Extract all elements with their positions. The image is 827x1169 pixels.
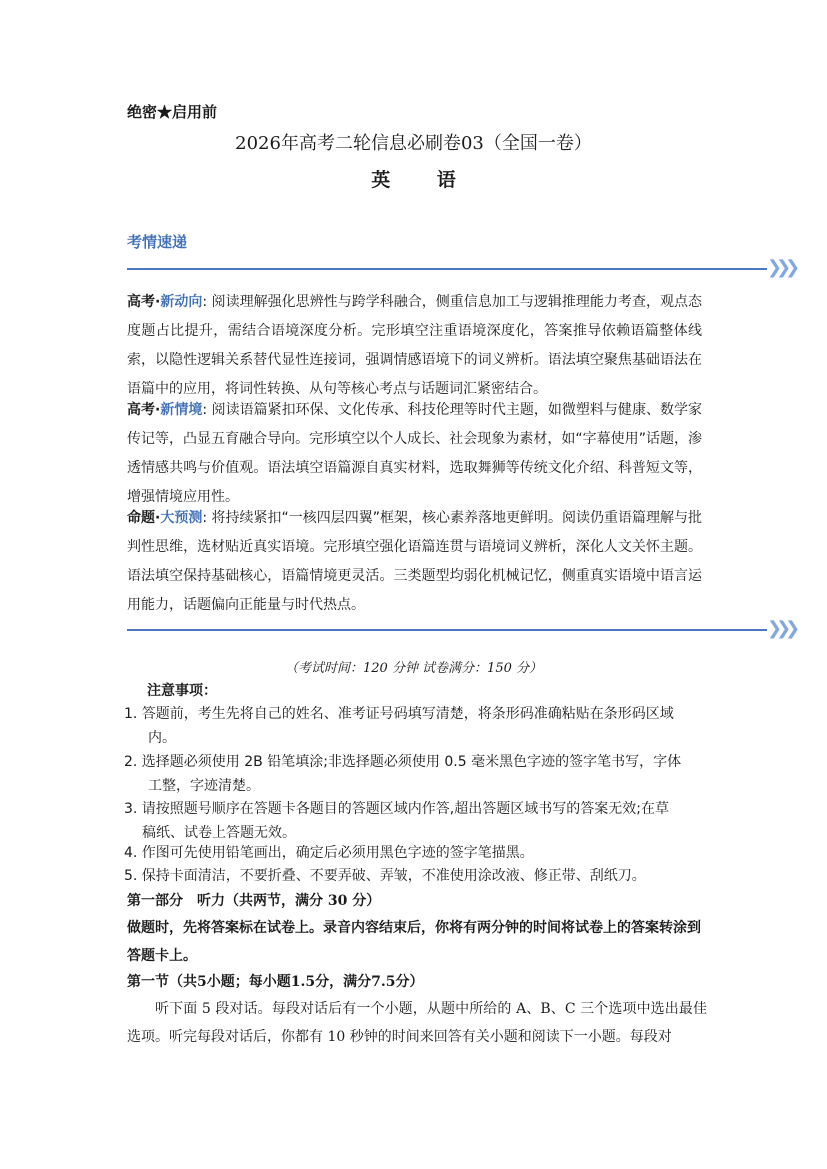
page-title: 2026年高考二轮信息必刷卷03（全国一卷）	[235, 133, 592, 154]
chevron-right-icon: ❯❯❯	[767, 618, 795, 639]
divider-top	[127, 268, 767, 270]
section1-text: 听下面 5 段对话。每段对话后有一个小题，从题中所给的 A、B、C 三个选项中选出最佳选项。听完每段对话后，你都有 10 秒钟的时间来回答有关小题和阅读下一小题。每段对	[127, 1001, 707, 1045]
trend-paragraph-2: 高考·新情境: 阅读语篇紧扣环保、文化传承、科技伦理等时代主题，如微塑料与健康、数学家传记等，凸显五育融合导向。完形填空以个人成长、社会现象为素材，如“字幕使用”话题，渗透情感共鸣与价值观。语法填空语篇源自真实材料，选取舞狮等传统文化介绍、科普短文等，增强情境应用性。	[127, 402, 702, 505]
part1-instruction: 做题时，先将答案标在试卷上。录音内容结束后，你将有两分钟的时间将试卷上的答案转涂到答题卡上。	[127, 920, 701, 964]
exam-info: （考试时间：120 分钟 试卷满分：150 分）	[284, 661, 543, 676]
part1-heading: 第一部分 听力（共两节，满分 30 分）	[127, 893, 381, 909]
notice-item: 5. 保持卡面清洁，不要折叠、不要弄破、弄皱，不准使用涂改液、修正带、刮纸刀。	[124, 868, 646, 884]
notice-item: 1. 答题前，考生先将自己的姓名、准考证号码填写清楚，将条形码准确粘贴在条形码区域 内。	[124, 706, 674, 746]
trend-paragraph-3: 命题·大预测: 将持续紧扣“一核四层四翼”框架，核心素养落地更鲜明。阅读仍重语篇理解与批判性思维，选材贴近真实语境。完形填空强化语篇连贯与语境词义辨析，深化人文关怀主题。语法填空保持基础核心，语篇情境更灵活。三类题型均弱化机械记忆，侧重真实语境中语言运用能力，话题偏向正能量与时代热点。	[127, 510, 702, 613]
notice-title: 注意事项：	[147, 683, 217, 699]
subject-title: 英 语	[371, 169, 476, 191]
trend-paragraph-1: 高考·新动向: 阅读理解强化思辨性与跨学科融合，侧重信息加工与逻辑推理能力考查，观点态度题占比提升，需结合语境深度分析。完形填空注重语境深度化，答案推导依赖语篇整体线索，以隐性逻辑关系替代显性连接词，强调情感语境下的词义辨析。语法填空聚焦基础语法在语篇中的应用，将词性转换、从句等核心考点与话题词汇紧密结合。	[127, 294, 702, 397]
notice-item: 3. 请按照题号顺序在答题卡各题目的答题区域内作答,超出答题区域书写的答案无效;在草 稿纸、试卷上答题无效。	[124, 801, 669, 841]
secret-label: 绝密★启用前	[127, 103, 218, 121]
chevron-right-icon: ❯❯❯	[767, 257, 795, 278]
section1-heading: 第一节（共5小题；每小题1.5分，满分7.5分）	[127, 974, 424, 990]
section-heading: 考情速递	[127, 233, 188, 251]
notice-item: 2. 选择题必须使用 2B 铅笔填涂;非选择题必须使用 0.5 毫米黑色字迹的签字笔书写，字体 工整，字迹清楚。	[124, 754, 682, 794]
divider-bottom	[127, 629, 767, 631]
notice-item: 4. 作图可先使用铅笔画出，确定后必须用黑色字迹的签字笔描黑。	[124, 845, 534, 861]
